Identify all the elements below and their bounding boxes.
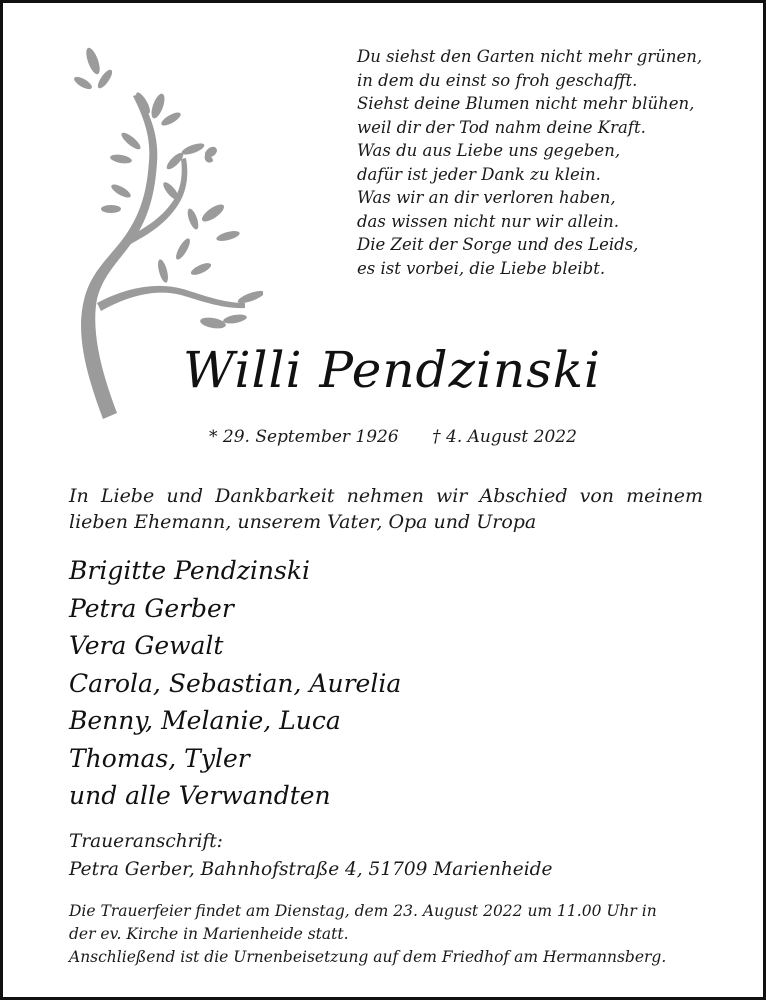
funeral-line: der ev. Kirche in Marienheide statt. xyxy=(69,925,349,943)
mourner-name: Vera Gewalt xyxy=(69,631,224,660)
poem-line: in dem du einst so froh geschafft. xyxy=(357,70,638,90)
poem-line: dafür ist jeder Dank zu klein. xyxy=(357,164,601,184)
birth-date: * 29. September 1926 xyxy=(209,427,399,447)
poem-line: es ist vorbei, die Liebe bleibt. xyxy=(357,258,606,278)
poem-line: das wissen nicht nur wir allein. xyxy=(357,211,619,231)
address-value: Petra Gerber, Bahnhofstraße 4, 51709 Marienheide xyxy=(69,859,553,880)
poem-line: Was du aus Liebe uns gegeben, xyxy=(357,141,621,160)
mourning-address xyxy=(69,828,552,884)
deceased-name: Willi Pendzinski xyxy=(183,341,602,399)
poem-line: Siehst deine Blumen nicht mehr blühen, xyxy=(357,94,695,113)
poem-line: weil dir der Tod nahm deine Kraft. xyxy=(357,117,646,137)
poem-line: Du siehst den Garten nicht mehr grünen, xyxy=(357,47,703,66)
mourners-list xyxy=(69,552,401,815)
funeral-line: Anschließend ist die Urnenbeisetzung auf dem Friedhof am Hermannsberg. xyxy=(69,948,667,966)
death-date: † 4. August 2022 xyxy=(432,427,577,447)
poem xyxy=(357,45,737,280)
mourner-name: Petra Gerber xyxy=(69,593,234,623)
life-dates xyxy=(209,427,577,447)
poem-line: Die Zeit der Sorge und des Leids, xyxy=(357,235,639,254)
poem-line: Was wir an dir verloren haben, xyxy=(357,188,616,207)
mourner-name: Benny, Melanie, Luca xyxy=(69,706,341,735)
funeral-line: Die Trauerfeier findet am Dienstag, dem 23. August 2022 um 11.00 Uhr in xyxy=(69,902,657,920)
funeral-info xyxy=(69,900,666,969)
mourner-name: und alle Verwandten xyxy=(69,781,331,810)
mourner-name: Brigitte Pendzinski xyxy=(69,556,310,585)
mourner-name: Carola, Sebastian, Aurelia xyxy=(69,668,402,698)
mourner-name: Thomas, Tyler xyxy=(69,743,250,773)
address-label: Traueranschrift: xyxy=(69,831,223,852)
farewell-intro: In Liebe und Dankbarkeit nehmen wir Abschied von meinem lieben Ehemann, unserem Vater, Opa und Uropa xyxy=(69,485,703,533)
